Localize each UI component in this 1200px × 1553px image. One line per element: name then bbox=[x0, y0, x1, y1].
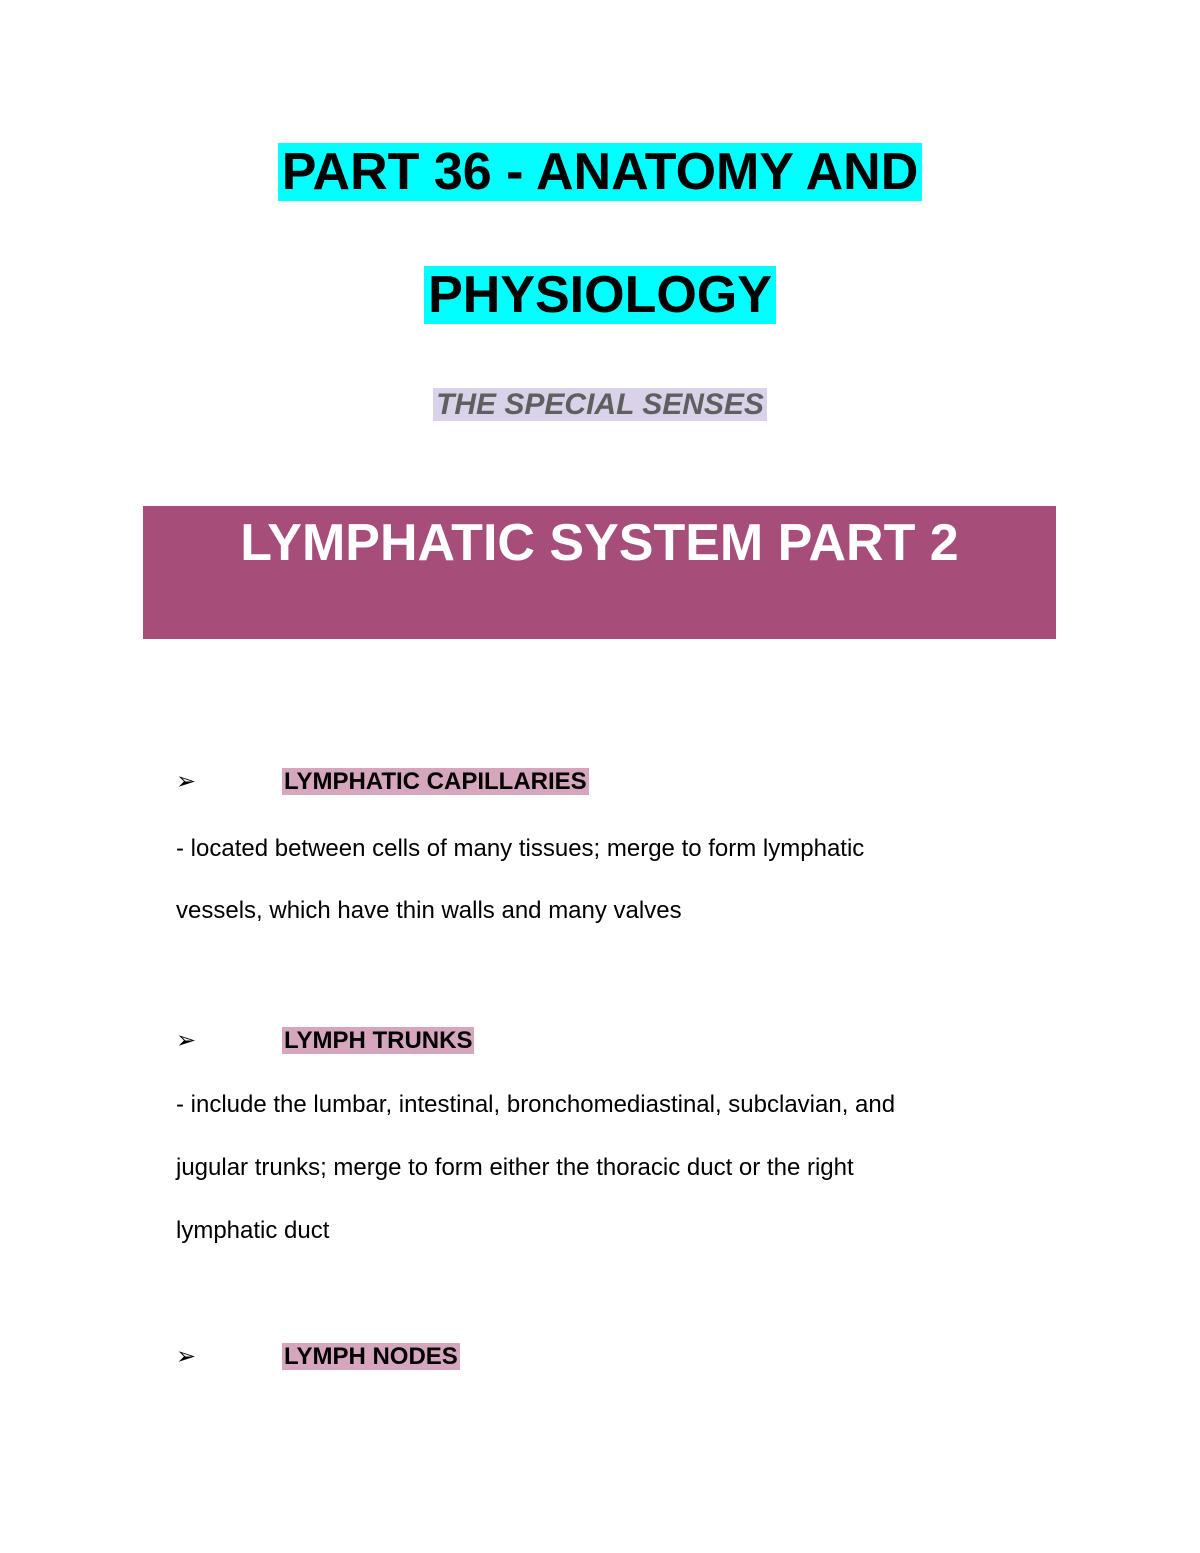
document-title-text-1: PART 36 - ANATOMY AND bbox=[278, 143, 923, 201]
section-heading-lymphatic-capillaries bbox=[282, 767, 589, 797]
body-text-line: lymphatic duct bbox=[176, 1217, 330, 1244]
document-subtitle bbox=[0, 386, 1200, 424]
bullet-arrow-icon: ➢ bbox=[176, 1027, 197, 1054]
body-text-line: - include the lumbar, intestinal, bronchomediastinal, subclavian, and bbox=[176, 1091, 896, 1118]
section-banner-title: LYMPHATIC SYSTEM PART 2 bbox=[240, 514, 959, 572]
document-title-text-2: PHYSIOLOGY bbox=[424, 266, 776, 324]
body-text-line: - located between cells of many tissues; merge to form lymphatic bbox=[176, 835, 865, 862]
section-heading-text: LYMPH TRUNKS bbox=[284, 1027, 473, 1054]
section-heading-lymph-nodes bbox=[282, 1342, 460, 1372]
section-heading-text: LYMPHATIC CAPILLARIES bbox=[284, 768, 587, 795]
section-heading-lymph-trunks bbox=[282, 1026, 474, 1056]
section-banner bbox=[143, 506, 1056, 639]
body-text-line: jugular trunks; merge to form either the thoracic duct or the right bbox=[176, 1154, 854, 1181]
section-heading-text: LYMPH NODES bbox=[284, 1343, 458, 1370]
body-text-line: vessels, which have thin walls and many valves bbox=[176, 897, 682, 924]
document-subtitle-text: THE SPECIAL SENSES bbox=[433, 388, 767, 421]
document-title-line-1 bbox=[0, 141, 1200, 203]
bullet-arrow-icon: ➢ bbox=[176, 768, 197, 795]
document-title-line-2 bbox=[0, 264, 1200, 326]
bullet-arrow-icon: ➢ bbox=[176, 1343, 197, 1370]
